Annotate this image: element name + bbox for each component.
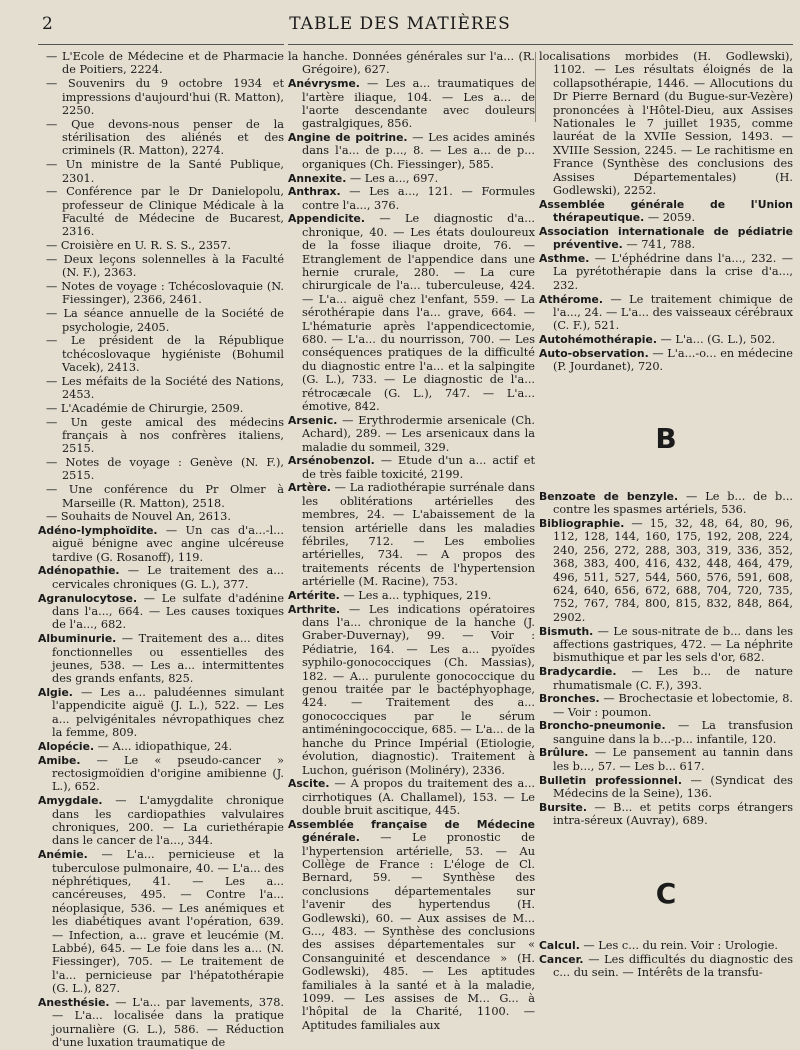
index-term: Benzoate de benzyle. bbox=[539, 489, 679, 503]
index-entry: — Un geste amical des médecins français à nos confrères italiens, 2515. bbox=[46, 415, 284, 456]
index-term: Amibe. bbox=[38, 753, 81, 767]
index-term: Adénopathie. bbox=[38, 564, 120, 578]
index-entry: Bismuth. — Le sous-nitrate de b... dans les affections gastriques, 472. — La néphrite bismuthique et par les sels d'or, 682. bbox=[539, 624, 793, 665]
index-term: Broncho-pneumonie. bbox=[539, 719, 666, 733]
index-term: Artère. bbox=[288, 481, 331, 495]
index-column-3-part-3 bbox=[539, 939, 793, 980]
index-entry: Annexite. — Les a..., 697. bbox=[288, 171, 439, 185]
index-entry: — Conférence par le Dr Danielopolu, professeur de Clinique Médicale à la Faculté de Médecine de Bucarest, 2316. bbox=[46, 185, 284, 239]
index-entry: — Souvenirs du 9 octobre 1934 et impressions d'aujourd'hui (R. Matton), 2250. bbox=[46, 77, 284, 117]
index-term: Appendicite. bbox=[288, 212, 365, 226]
index-term: Amygdale. bbox=[38, 794, 103, 808]
index-term: Arsénobenzol. bbox=[288, 454, 375, 468]
index-entry: Adéno-lymphoïdite. — Un cas d'a...-l... aiguë bénigne avec angine ulcéreuse tardive (G. Rosanoff), 119. bbox=[38, 523, 284, 564]
index-term: Anémie. bbox=[38, 848, 88, 862]
index-term: Bulletin professionnel. bbox=[539, 773, 682, 787]
index-column-3-part-2 bbox=[539, 490, 793, 828]
section-letter-b: B bbox=[655, 421, 677, 455]
index-entry: Association internationale de pédiatrie préventive. — 741, 788. bbox=[539, 224, 793, 252]
index-term: Athérome. bbox=[539, 292, 603, 306]
index-entry: — Le président de la République tchécoslovaque hygiéniste (Bohumil Vacek), 2413. bbox=[46, 334, 284, 375]
index-entry: Albuminurie. — Traitement des a... dites fonctionnelles ou essentielles des jeunes, 538. — Les a... intermittentes des grands enfants, 825. bbox=[38, 632, 284, 686]
index-term: Brûlure. bbox=[539, 746, 589, 760]
index-term: Asthme. bbox=[539, 251, 590, 265]
index-entry: Arthrite. — Les indications opératoires dans l'a... chronique de la hanche (J. Graber-Duvernay), 99. — Voir : Pédiatrie, 164. — Les a... pyoïdes syphilo-gonococciques (Ch. Massias), 182. — A... purulente gonococcique du genou traitée par le bactéphyophage, 424. — Traitement des a... gonococciques par le sérum antiméningococcique, 685. — L'a... de la hanche du Prince Impérial (Etiologie, évolution, diagnostic). Traitement à Luchon, guérison (Molinéry), 2336. bbox=[288, 602, 535, 777]
index-term: Bibliographie. bbox=[539, 517, 625, 531]
index-term: Bradycardie. bbox=[539, 665, 617, 679]
index-term: Ascite. bbox=[288, 777, 330, 791]
index-term: Albuminurie. bbox=[38, 632, 117, 646]
index-column-3-part-1 bbox=[539, 50, 793, 374]
index-entry: localisations morbides (H. Godlewski), 1102. — Les résultats éloignés de la collapsothérapie, 1446. — Allocutions du Dr Pierre Bernard (du Bugue-sur-Vezère) prononcées à l'Hôtel-Dieu, aux Assises Nationales le 7 juillet 1935, comme lauréat de la XVIIe Session, 1493. — XVIIIe Session, 2245. — Le rachitisme en France (Synthèse des conclusions des Assises Départementales) (H. Godlewski), 2252. bbox=[539, 50, 793, 198]
index-entry: Amygdale. — L'amygdalite chronique dans les cardiopathies valvulaires chroniques, 200. — La curiethérapie dans le cancer de l'a..., 344. bbox=[38, 794, 284, 848]
index-entry: — Un ministre de la Santé Publique, 2301. bbox=[46, 158, 284, 185]
index-entry: — L'Académie de Chirurgie, 2509. bbox=[46, 401, 244, 415]
index-entry: Asthme. — L'éphédrine dans l'a..., 232. — La pyrétothérapie dans la crise d'a..., 232. bbox=[539, 251, 793, 292]
index-entry: Autohémothérapie. — L'a... (G. L.), 502. bbox=[539, 333, 776, 347]
index-term: Assemblée générale de l'Union thérapeutique. bbox=[539, 197, 793, 225]
index-term: Angine de poitrine. bbox=[288, 131, 408, 145]
page-number: 2 bbox=[42, 14, 53, 34]
index-term: Autohémothérapie. bbox=[539, 333, 657, 347]
index-column-3 bbox=[539, 50, 793, 980]
index-entry: — Deux leçons solennelles à la Faculté (N. F.), 2363. bbox=[46, 252, 284, 280]
index-term: Annexite. bbox=[288, 171, 347, 185]
index-entry: Assemblée générale de l'Union thérapeutique. — 2059. bbox=[539, 197, 793, 225]
index-term: Anesthésie. bbox=[38, 995, 110, 1009]
index-entry: Agranulocytose. — Le sulfate d'adénine dans l'a..., 664. — Les causes toxiques de l'a..., 682. bbox=[38, 591, 284, 632]
index-entry: Cancer. — Les difficultés du diagnostic des c... du sein. — Intérêts de la transfu- bbox=[539, 952, 793, 979]
index-entry: Anémie. — L'a... pernicieuse et la tuberculose pulmonaire, 40. — L'a... des néphrétiques, 41. — Les a... cancéreuses, 495. — Contre l'a... néoplasique, 536. — Les anémiques et les diabétiques avant l'opération, 639. — Infection, a... grave et leucémie (M. Labbé), 645. — Le foie dans les a... (N. Fiessinger), 705. — Le traitement de l'a... pernicieuse par l'hépatothérapie (G. L.), 827. bbox=[38, 848, 284, 996]
index-entry: Bradycardie. — Les b... de nature rhumatismale (C. F.), 393. bbox=[539, 665, 793, 692]
index-entry: Assemblée française de Médecine générale. — Le pronostic de l'hypertension artérielle, 53. — Au Collège de France : L'éloge de Cl. Bernard, 59. — Synthèse des conclusions départementales sur l'avenir des hypertendus (H. Godlewski), 60. — Aux assises de M... G..., 483. — Synthèse des conclusions des assises départementales sur « Consanguinité et descendance » (H. Godlewski), 485. — Les aptitudes familiales à la santé et à la maladie, 1099. — Les assises de M... G... à l'hôpital de la Charité, 1100. — Aptitudes familiales aux bbox=[288, 817, 535, 1032]
index-term: Anthrax. bbox=[288, 185, 341, 199]
index-entry: Calcul. — Les c... du rein. Voir : Urologie. bbox=[539, 938, 778, 952]
index-entry: Brûlure. — Le pansement au tannin dans les b..., 57. — Les b... 617. bbox=[539, 746, 793, 773]
index-entry: Alopécie. — A... idiopathique, 24. bbox=[38, 739, 233, 753]
header-rule-right bbox=[288, 44, 793, 45]
index-column-2 bbox=[288, 50, 535, 1033]
index-entry: Angine de poitrine. — Les acides aminés dans l'a... de p..., 8. — Les a... de p... organiques (Ch. Fiessinger), 585. bbox=[288, 131, 535, 171]
index-entry: Anthrax. — Les a..., 121. — Formules contre l'a..., 376. bbox=[288, 185, 535, 212]
index-entry: Amibe. — Le « pseudo-cancer » rectosigmoïdien d'origine amibienne (J. L.), 652. bbox=[38, 753, 284, 794]
index-entry: — Que devons-nous penser de la stérilisation des aliénés et des criminels (R. Matton), 2274. bbox=[46, 117, 284, 158]
index-entry: — Une conférence du Pr Olmer à Marseille (R. Matton), 2518. bbox=[46, 483, 284, 510]
index-entry: Artère. — La radiothérapie surrénale dans les oblitérations artérielles des membres, 24. — L'abaissement de la tension artérielle dans les maladies fébriles, 712. — Les embolies artérielles, 734. — A propos des traitements récents de l'hypertension artérielle (M. Racine), 753. bbox=[288, 481, 535, 589]
index-entry: Anesthésie. — L'a... par lavements, 378. — L'a... localisée dans la pratique journalière (G. L.), 586. — Réduction d'une luxation traumatique de bbox=[38, 995, 284, 1050]
index-entry: Auto-observation. — L'a...-o... en médecine (P. Jourdanet), 720. bbox=[539, 346, 793, 374]
page-title: TABLE DES MATIÈRES bbox=[289, 14, 511, 34]
index-term: Cancer. bbox=[539, 952, 584, 966]
index-entry: Broncho-pneumonie. — La transfusion sanguine dans la b...-p... infantile, 120. bbox=[539, 719, 793, 746]
index-entry: Bulletin professionnel. — (Syndicat des Médecins de la Seine), 136. bbox=[539, 773, 793, 800]
index-entry: — Notes de voyage : Tchécoslovaquie (N. Fiessinger), 2366, 2461. bbox=[46, 279, 284, 307]
index-entry: — Souhaits de Nouvel An, 2613. bbox=[46, 510, 231, 524]
index-entry: — Notes de voyage : Genève (N. F.), 2515. bbox=[46, 456, 284, 483]
index-term: Association internationale de pédiatrie préventive. bbox=[539, 224, 793, 252]
page-header bbox=[0, 14, 800, 40]
index-term: Arthrite. bbox=[288, 602, 341, 616]
index-entry: — Les méfaits de la Société des Nations, 2453. bbox=[46, 374, 284, 402]
header-rule-left bbox=[38, 44, 284, 45]
column-divider bbox=[535, 52, 536, 122]
index-term: Algie. bbox=[38, 686, 73, 700]
index-entry: — La séance annuelle de la Société de psychologie, 2405. bbox=[46, 307, 284, 334]
index-term: Agranulocytose. bbox=[38, 591, 138, 605]
index-entry: Arsenic. — Erythrodermie arsenicale (Ch. Achard), 289. — Les arsenicaux dans la maladie du sommeil, 329. bbox=[288, 413, 535, 454]
index-term: Adéno-lymphoïdite. bbox=[38, 523, 158, 537]
index-term: Arsenic. bbox=[288, 413, 338, 427]
index-term: Assemblée française de Médecine générale. bbox=[288, 817, 535, 845]
index-entry: Athérome. — Le traitement chimique de l'a..., 24. — L'a... des vaisseaux cérébraux (C. F.), 521. bbox=[539, 292, 793, 333]
index-entry: la hanche. Données générales sur l'a... (R. Grégoire), 627. bbox=[288, 50, 535, 77]
index-entry: Algie. — Les a... paludéennes simulant l'appendicite aiguë (J. L.), 522. — Les a... pelvigénitales névropathiques chez la femme, 809. bbox=[38, 686, 284, 740]
index-term: Auto-observation. bbox=[539, 346, 649, 360]
index-term: Bursite. bbox=[539, 800, 587, 814]
index-term: Anévrysme. bbox=[288, 77, 360, 91]
index-entry: Appendicite. — Le diagnostic d'a... chronique, 40. — Les états douloureux de la fosse iliaque droite, 76. — Etranglement de l'appendice dans une hernie crurale, 280. — La cure chirurgicale de l'a... tuberculeuse, 424. — L'a... aiguë chez l'enfant, 559. — La sérothérapie dans l'a... grave, 664. — L'hématurie après l'appendicectomie, 680. — L'a... du nourrisson, 700. — Les conséquences pratiques de la difficulté du diagnostic entre l'a... et la salpingite (G. L.), 733. — Le diagnostic de l'a... rétrocæcale (G. L.), 747. — L'a... émotive, 842. bbox=[288, 212, 535, 414]
index-entry: — Croisière en U. R. S. S., 2357. bbox=[46, 239, 231, 253]
index-entry: Benzoate de benzyle. — Le b... de b... contre les spasmes artériels, 536. bbox=[539, 489, 793, 517]
index-entry: Arsénobenzol. — Etude d'un a... actif et de très faible toxicité, 2199. bbox=[288, 454, 535, 481]
index-entry: Bronches. — Brochectasie et lobectomie, 8. — Voir : poumon. bbox=[539, 692, 793, 719]
index-term: Artérite. bbox=[288, 588, 340, 602]
index-term: Calcul. bbox=[539, 938, 580, 952]
index-entry: Bibliographie. — 15, 32, 48, 64, 80, 96, 112, 128, 144, 160, 175, 192, 208, 224, 240, 256, 272, 288, 303, 319, 336, 352, 368, 383, 400, 416, 432, 448, 464, 479, 496, 511, 527, 544, 560, 576, 591, 608, 624, 640, 656, 672, 688, 704, 720, 735, 752, 767, 784, 800, 815, 832, 848, 864, 2902. bbox=[539, 517, 793, 624]
index-entry: Ascite. — A propos du traitement des a... cirrhotiques (A. Challamel), 153. — Le double bruit ascitique, 445. bbox=[288, 777, 535, 818]
section-letter-c: C bbox=[655, 877, 677, 911]
index-term: Bronches. bbox=[539, 692, 600, 706]
index-term: Bismuth. bbox=[539, 624, 594, 638]
index-column-1 bbox=[38, 50, 284, 1050]
index-entry: Bursite. — B... et petits corps étrangers intra-séreux (Auvray), 689. bbox=[539, 800, 793, 828]
index-entry: Artérite. — Les a... typhiques, 219. bbox=[288, 588, 492, 602]
index-entry: Anévrysme. — Les a... traumatiques de l'artère iliaque, 104. — Les a... de l'aorte descendante avec douleurs gastralgiques, 856. bbox=[288, 77, 535, 131]
index-entry: — L'Ecole de Médecine et de Pharmacie de Poitiers, 2224. bbox=[46, 50, 284, 77]
index-entry: Adénopathie. — Le traitement des a... cervicales chroniques (G. L.), 377. bbox=[38, 564, 284, 591]
index-term: Alopécie. bbox=[38, 739, 95, 753]
